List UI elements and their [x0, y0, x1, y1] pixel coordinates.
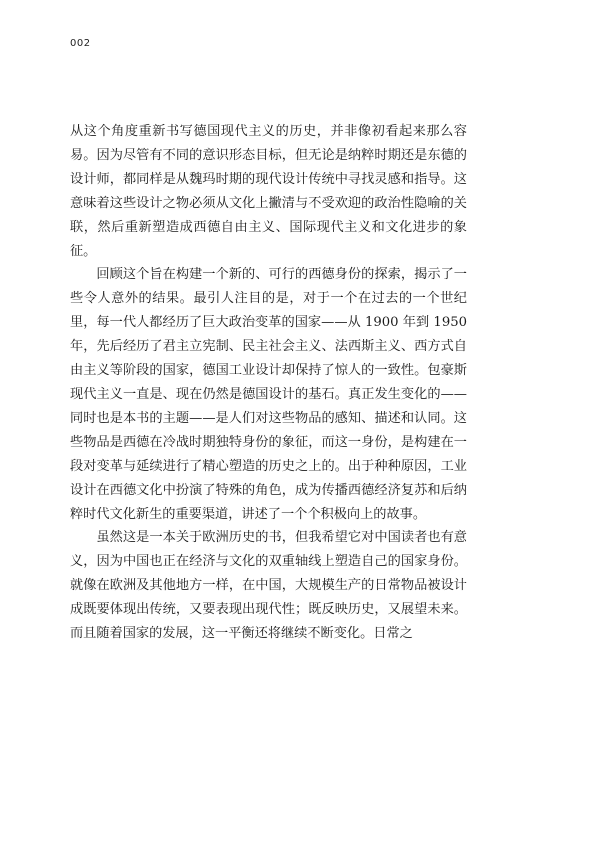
body-text: [70, 120, 467, 646]
paragraph-3: 虽然这是一本关于欧洲历史的书，但我希望它对中国读者也有意义，因为中国也正在经济与文化的双重轴线上塑造自己的国家身份。就像在欧洲及其他地方一样，在中国，大规模生产的日常物品被设计成既要体现出传统，又要表现出现代性；既反映历史，又展望未来。而且随着国家的发展，这一平衡还将继续不断变化。日常之: [70, 530, 467, 642]
page-number: 002: [70, 38, 91, 49]
paragraph-2: 回顾这个旨在构建一个新的、可行的西德身份的探索，揭示了一些令人意外的结果。最引人注目的是，对于一个在过去的一个世纪里，每一代人都经历了巨大政治变革的国家——从 1900 年到 1950 年，先后经历了君主立宪制、民主社会主义、法西斯主义、西方式自由主义等阶段的国家，德国工业设计却保持了惊人的一致性。包豪斯现代主义一直是、现在仍然是德国设计的基石。真正发生变化的——同时也是本书的主题——是人们对这些物品的感知、描述和认同。这些物品是西德在冷战时期独特身份的象征，而这一身份，是构建在一段对变革与延续进行了精心塑造的历史之上的。出于种种原因，工业设计在西德文化中扮演了特殊的角色，成为传播西德经济复苏和后纳粹时代文化新生的重要渠道，讲述了一个个积极向上的故事。: [70, 267, 467, 522]
paragraph-1: 从这个角度重新书写德国现代主义的历史，并非像初看起来那么容易。因为尽管有不同的意识形态目标，但无论是纳粹时期还是东德的设计师，都同样是从魏玛时期的现代设计传统中寻找灵感和指导。这意味着这些设计之物必须从文化上撇清与不受欢迎的政治性隐喻的关联，然后重新塑造成西德自由主义、国际现代主义和文化进步的象征。: [70, 124, 467, 259]
